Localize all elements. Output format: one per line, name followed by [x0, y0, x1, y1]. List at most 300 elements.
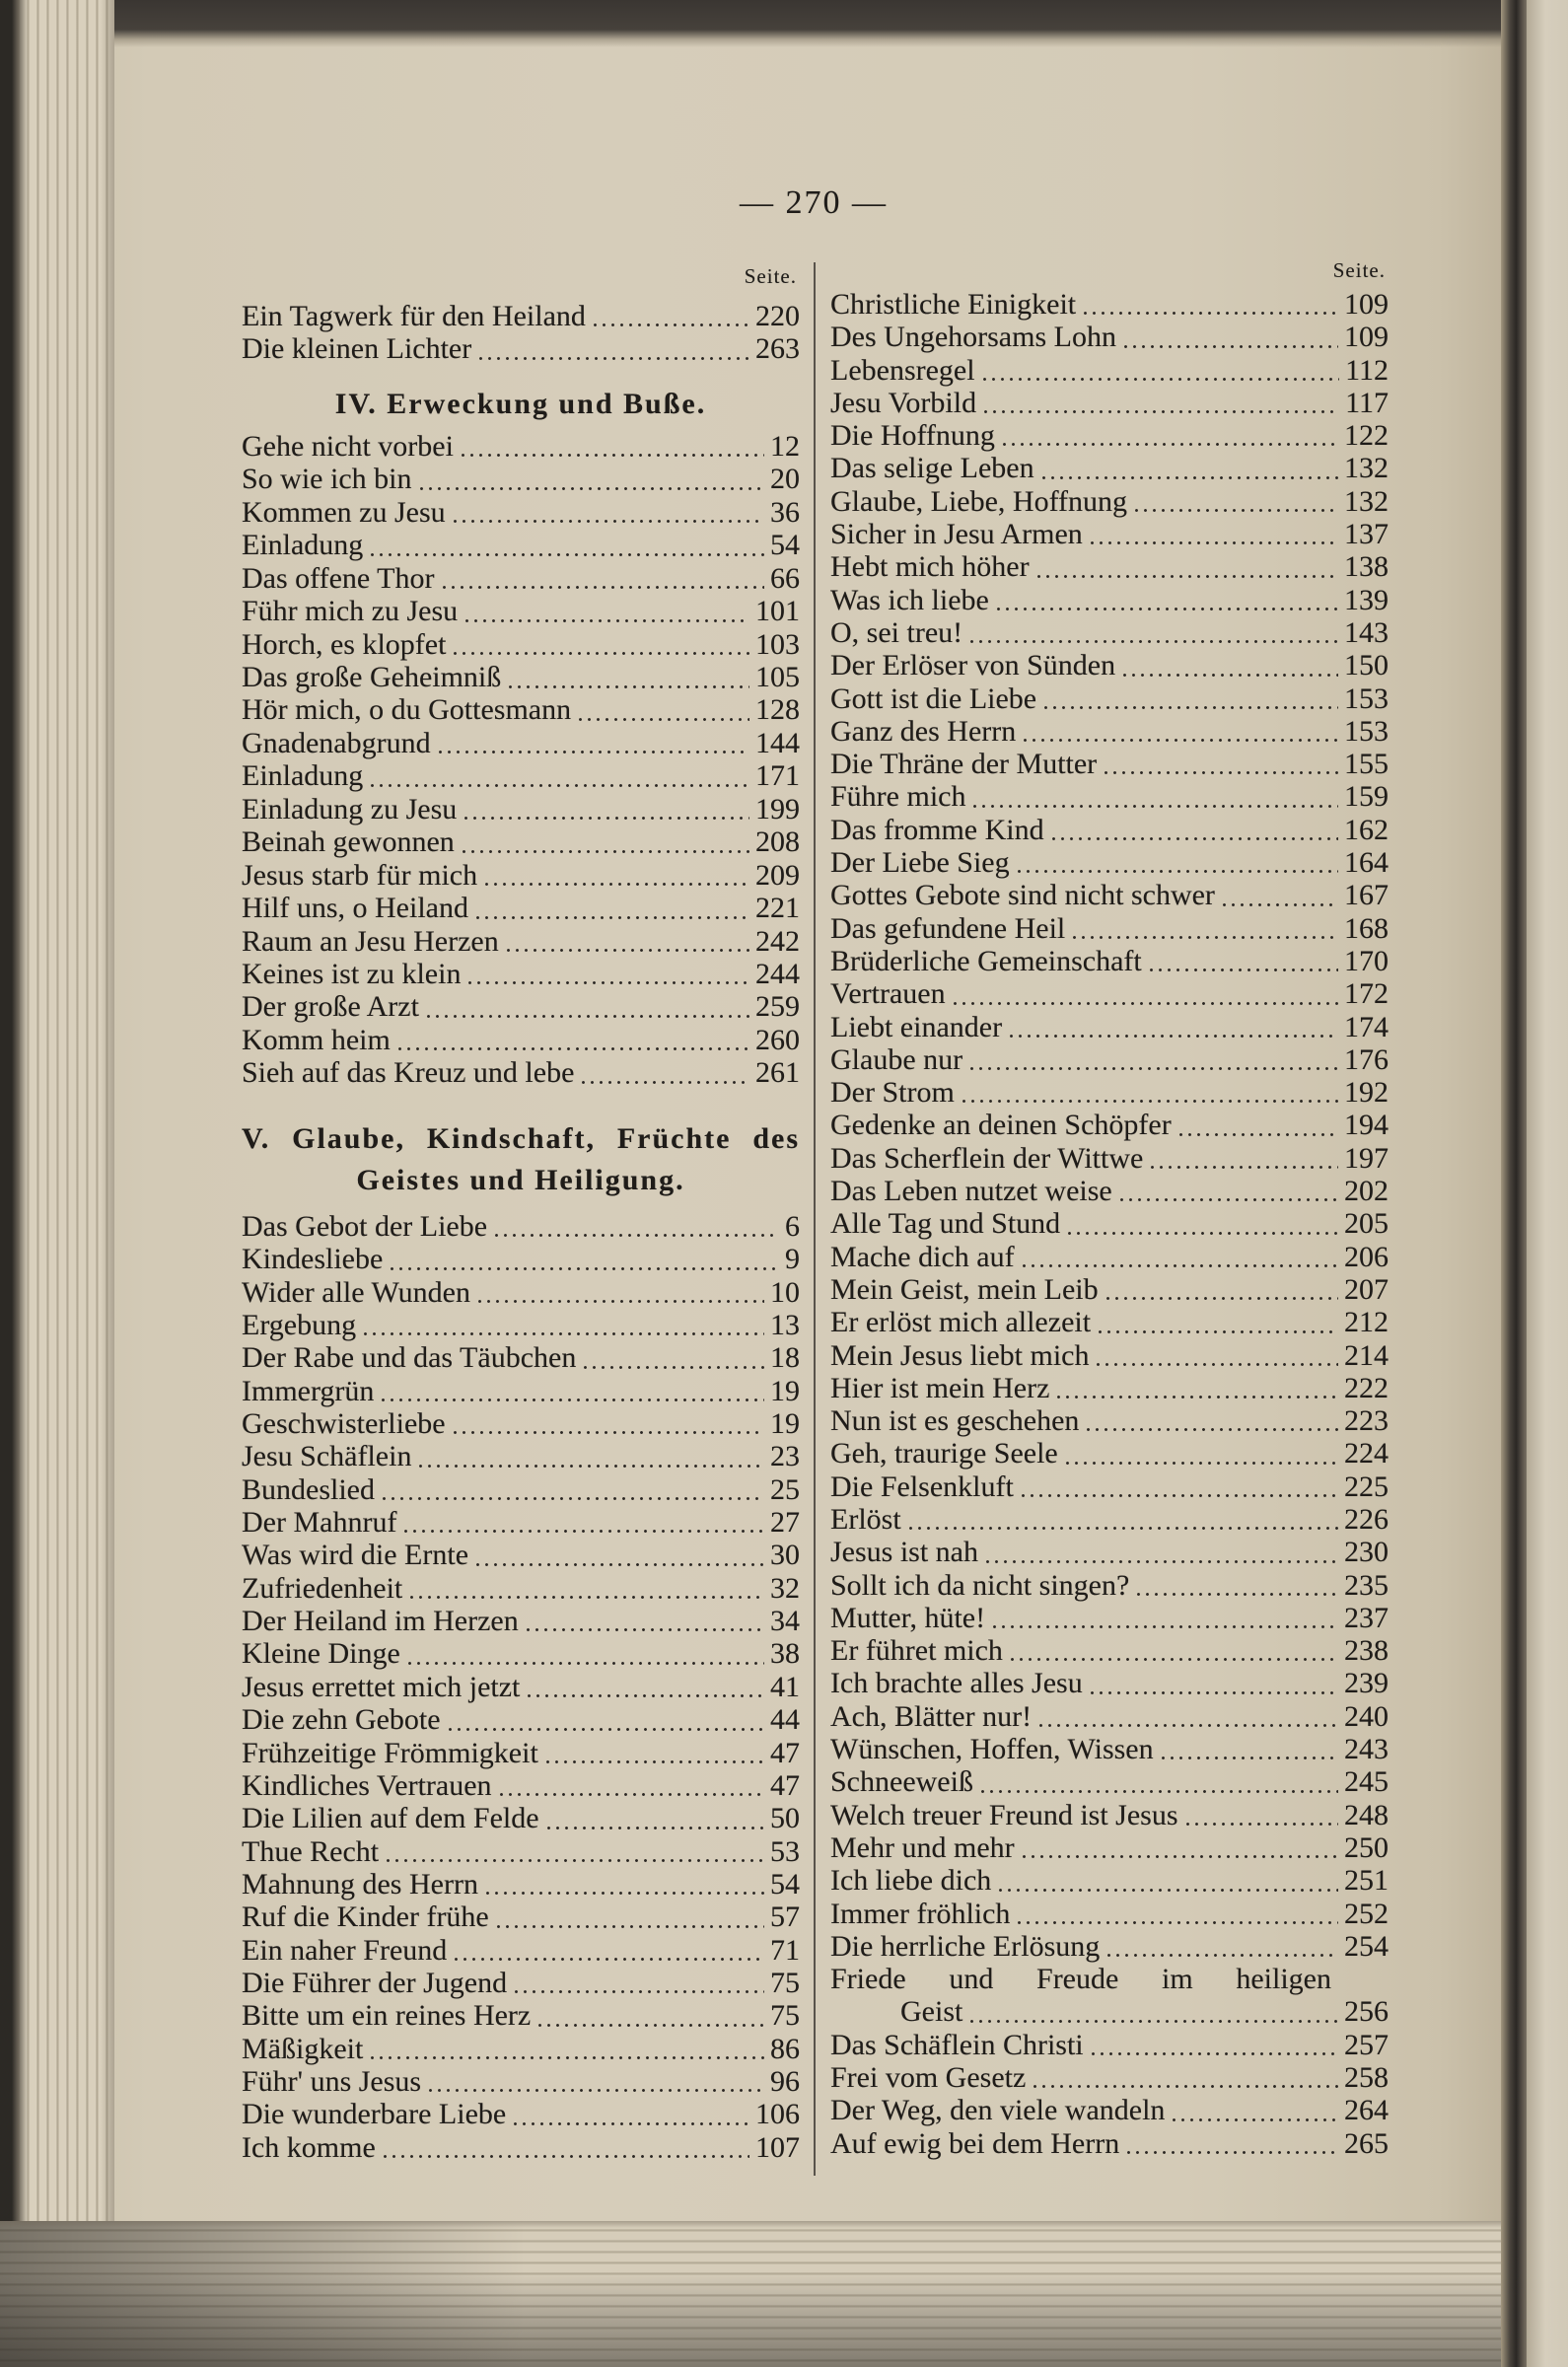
toc-entry	[242, 1506, 800, 1539]
toc-entry	[242, 1769, 800, 1802]
entry-page-number: 23	[770, 1440, 800, 1473]
toc-entry-line	[830, 2029, 1389, 2061]
toc-entry-line	[830, 715, 1389, 748]
toc-entry-line	[242, 1637, 800, 1670]
dot-leader	[507, 949, 749, 952]
toc-entry	[830, 2127, 1389, 2160]
toc-entries-opening	[242, 300, 800, 366]
toc-entry	[830, 1799, 1389, 1831]
dot-leader	[984, 410, 1339, 413]
toc-entry-line	[242, 562, 800, 595]
toc-entry-line	[830, 387, 1389, 419]
toc-entry	[242, 793, 800, 825]
entry-title: Der Strom	[830, 1076, 955, 1110]
toc-entry-line	[830, 1930, 1389, 1963]
dot-leader	[1052, 837, 1338, 840]
dot-leader	[1127, 2151, 1338, 2154]
toc-entry	[830, 419, 1389, 452]
entry-page-number: 223	[1344, 1404, 1389, 1438]
entry-page-number: 96	[770, 2064, 800, 2098]
dot-leader	[1223, 903, 1338, 906]
dot-leader	[993, 1625, 1338, 1628]
left-column-page-label: Seite.	[744, 264, 797, 288]
entry-title: Keines ist zu klein	[242, 957, 462, 990]
toc-entry-line	[242, 958, 800, 990]
entry-page-number: 159	[1344, 780, 1389, 814]
toc-entry	[242, 1473, 800, 1506]
toc-entry-line	[242, 1703, 800, 1736]
entry-page-number: 75	[770, 1999, 800, 2033]
toc-entry-line	[242, 661, 800, 693]
entry-page-number: 122	[1344, 419, 1389, 453]
toc-entry	[830, 912, 1389, 945]
toc-entry	[242, 1934, 800, 1967]
entry-page-number: 112	[1345, 353, 1389, 387]
dot-leader	[464, 817, 749, 820]
dot-leader	[515, 1990, 764, 1993]
entry-title: Christliche Einigkeit	[830, 288, 1077, 321]
entry-title: Lebensregel	[830, 353, 975, 387]
entry-page-number: 256	[1344, 1995, 1389, 2029]
entry-page-number: 214	[1344, 1338, 1389, 1372]
entry-title: Einladung	[242, 759, 364, 793]
toc-entry-line	[830, 1765, 1389, 1798]
entry-title: Raum an Jesu Herzen	[242, 924, 499, 958]
entry-title: Ergebung	[242, 1309, 357, 1342]
entry-title: Das Leben nutzet weise	[830, 1175, 1112, 1208]
entry-page-number: 242	[755, 924, 800, 958]
entry-title: Kleine Dinge	[242, 1637, 400, 1671]
entry-title: Der Rabe und das Täubchen	[242, 1341, 577, 1375]
entry-title: Jesu Schäflein	[242, 1440, 412, 1473]
entry-page-number: 12	[770, 429, 800, 463]
toc-entry	[830, 288, 1389, 321]
entry-page-number: 106	[755, 2098, 800, 2131]
toc-entry-line	[830, 584, 1389, 616]
dot-leader	[528, 1694, 764, 1697]
entry-page-number: 162	[1344, 813, 1389, 846]
toc-entry-line	[830, 616, 1389, 649]
dot-leader	[579, 718, 749, 721]
toc-entry-line	[830, 1733, 1389, 1765]
toc-entry	[830, 1634, 1389, 1667]
entry-title: Alle Tag und Stund	[830, 1207, 1061, 1241]
entry-title: Frei vom Gesetz	[830, 2061, 1027, 2095]
entry-page-number: 143	[1344, 615, 1389, 649]
entry-title: Die Felsenkluft	[830, 1470, 1014, 1503]
entry-title: Hilf uns, o Heiland	[242, 892, 468, 925]
toc-entry	[242, 1341, 800, 1374]
entry-title: Gehe nicht vorbei	[242, 429, 454, 463]
dot-leader	[1107, 1954, 1338, 1957]
dot-leader	[455, 1958, 764, 1961]
entry-title: Ganz des Herrn	[830, 714, 1017, 748]
entry-title-line: Friede und Freude im heiligen	[830, 1963, 1331, 1996]
dot-leader	[439, 751, 749, 753]
dot-leader	[387, 1859, 764, 1862]
toc-entry	[830, 1569, 1389, 1602]
toc-entry-line	[830, 780, 1389, 813]
toc-entry-line	[830, 1207, 1389, 1240]
toc-entry	[830, 518, 1389, 550]
entry-page-number: 54	[770, 1867, 800, 1901]
dot-leader	[485, 883, 749, 886]
entry-page-number: 109	[1344, 321, 1389, 354]
toc-entry	[242, 529, 800, 561]
entry-page-number: 172	[1344, 977, 1389, 1011]
entry-page-number: 170	[1344, 944, 1389, 977]
toc-entry-line	[242, 2098, 800, 2130]
entry-page-number: 138	[1344, 550, 1389, 584]
entry-title: Kommen zu Jesu	[242, 495, 446, 529]
toc-entry	[242, 1901, 800, 1933]
entry-page-number: 32	[770, 1571, 800, 1605]
entry-title: Sicher in Jesu Armen	[830, 518, 1083, 551]
entry-title: Welch treuer Freund ist Jesus	[830, 1798, 1178, 1831]
toc-entry-line	[242, 1375, 800, 1407]
entry-title: Führe mich	[830, 780, 966, 814]
entry-title: Kindesliebe	[242, 1243, 384, 1276]
toc-entry-line	[242, 2131, 800, 2164]
entry-title: Komm heim	[242, 1023, 391, 1056]
dot-leader	[1037, 575, 1338, 578]
dot-leader	[476, 1563, 764, 1566]
entry-page-number: 128	[755, 693, 800, 727]
entry-title: Die Thräne der Mutter	[830, 748, 1098, 781]
entry-page-number: 47	[770, 1736, 800, 1769]
toc-entry-line	[242, 1967, 800, 1999]
entry-page-number: 225	[1344, 1470, 1389, 1503]
entry-page-number: 239	[1344, 1667, 1389, 1700]
toc-entry-line	[830, 1864, 1389, 1897]
entry-page-number: 192	[1344, 1076, 1389, 1110]
entry-title: Der Mahnruf	[242, 1506, 397, 1540]
toc-entry-line	[242, 595, 800, 627]
entry-title: Was ich liebe	[830, 583, 989, 616]
toc-entry	[830, 846, 1389, 879]
toc-entry	[242, 661, 800, 693]
entry-page-number: 212	[1344, 1306, 1389, 1339]
toc-entry-line	[242, 1210, 800, 1243]
toc-entry-line	[830, 518, 1389, 550]
entry-title: Das Schäflein Christi	[830, 2028, 1084, 2061]
entry-title: Schneeweiß	[830, 1765, 973, 1799]
dot-leader	[1091, 541, 1338, 544]
toc-entry-line	[830, 1241, 1389, 1273]
toc-entry-line	[830, 682, 1389, 715]
entry-page-number: 27	[770, 1506, 800, 1540]
dot-leader	[371, 784, 749, 787]
toc-entry	[242, 1243, 800, 1275]
entry-page-number: 155	[1344, 748, 1389, 781]
toc-entries-section-v	[242, 1210, 800, 2164]
dot-leader	[594, 323, 749, 326]
entry-page-number: 265	[1344, 2126, 1389, 2160]
dot-leader	[1044, 706, 1338, 709]
toc-entry-line	[242, 1802, 800, 1834]
dot-leader	[1099, 1330, 1338, 1333]
page-edge-stack-bottom	[0, 2221, 1501, 2367]
dot-leader	[1084, 312, 1338, 315]
entry-page-number: 254	[1344, 1929, 1389, 1963]
entry-page-number: 34	[770, 1605, 800, 1638]
entry-page-number: 150	[1344, 649, 1389, 682]
toc-entry	[242, 1802, 800, 1834]
entry-title: Sollt ich da nicht singen?	[830, 1568, 1130, 1602]
toc-entry-line	[242, 1341, 800, 1374]
toc-entry	[830, 682, 1389, 715]
entry-page-number: 66	[770, 561, 800, 595]
entry-page-number: 13	[770, 1309, 800, 1342]
entry-page-number: 167	[1344, 879, 1389, 912]
entry-page-number: 44	[770, 1703, 800, 1737]
entry-title: Gnadenabgrund	[242, 726, 431, 759]
toc-entry	[830, 2094, 1389, 2126]
entry-page-number: 19	[770, 1374, 800, 1407]
toc-entry-line	[830, 1339, 1389, 1372]
entry-page-number: 153	[1344, 714, 1389, 748]
toc-entry	[830, 616, 1389, 649]
toc-entry-line	[242, 1999, 800, 2032]
entry-title: Wider alle Wunden	[242, 1275, 470, 1309]
toc-entry	[830, 1765, 1389, 1798]
toc-entry-line	[242, 1737, 800, 1769]
entry-title: Brüderliche Gemeinschaft	[830, 944, 1142, 977]
entry-page-number: 244	[755, 957, 800, 990]
toc-entry-line	[830, 1569, 1389, 1602]
entry-title: Hebt mich höher	[830, 550, 1030, 584]
toc-entry	[830, 1536, 1389, 1568]
entry-title: Das selige Leben	[830, 452, 1034, 485]
toc-entry	[242, 496, 800, 529]
dot-leader	[954, 1002, 1338, 1005]
toc-entry-line	[242, 1572, 800, 1605]
toc-entry	[830, 1963, 1389, 2029]
entry-page-number: 36	[770, 495, 800, 529]
toc-entry	[242, 1024, 800, 1056]
toc-entry-line	[830, 748, 1389, 780]
entry-title: Bitte um ein reines Herz	[242, 1999, 532, 2033]
toc-entry	[242, 990, 800, 1023]
entry-title: Gott ist die Liebe	[830, 681, 1037, 715]
dot-leader	[468, 981, 749, 984]
dot-leader	[1173, 2118, 1338, 2121]
entry-title: Die Führer der Jugend	[242, 1966, 508, 1999]
dot-leader	[582, 1081, 749, 1084]
toc-entry	[830, 1667, 1389, 1699]
dot-leader	[410, 1596, 764, 1599]
toc-entry-line	[830, 1142, 1389, 1175]
entry-title: Des Ungehorsams Lohn	[830, 321, 1116, 354]
entry-title: O, sei treu!	[830, 615, 963, 649]
dot-leader	[1066, 1462, 1338, 1465]
entry-page-number: 164	[1344, 846, 1389, 880]
dot-leader	[962, 1100, 1338, 1103]
entry-page-number: 248	[1344, 1798, 1389, 1831]
toc-entry-line	[242, 300, 800, 332]
entry-page-number: 10	[770, 1275, 800, 1309]
dot-leader	[1023, 1855, 1338, 1858]
entry-page-number: 153	[1344, 681, 1389, 715]
entry-page-number: 222	[1344, 1371, 1389, 1404]
dot-leader	[1024, 739, 1338, 742]
entry-page-number: 139	[1344, 583, 1389, 616]
dot-leader	[497, 1925, 764, 1928]
entry-page-number: 86	[770, 2032, 800, 2065]
dot-leader	[465, 619, 749, 622]
toc-entry-line	[830, 1109, 1389, 1141]
toc-entry	[830, 1898, 1389, 1930]
section-heading-iv: IV. Erweckung und Buße.	[334, 388, 707, 420]
entry-title: Was wird die Ernte	[242, 1539, 469, 1572]
dot-leader	[364, 1332, 764, 1335]
toc-entry	[242, 1999, 800, 2032]
dot-leader	[1018, 1921, 1338, 1924]
toc-entry-line	[242, 793, 800, 825]
toc-entry	[242, 332, 800, 365]
dot-leader	[495, 1234, 779, 1237]
entry-title: Geist	[900, 1995, 963, 2029]
toc-entry-line	[830, 2094, 1389, 2126]
toc-entry-line	[242, 1671, 800, 1703]
dot-leader	[463, 850, 749, 853]
toc-entry-line	[830, 1503, 1389, 1536]
toc-entry-line	[830, 1602, 1389, 1634]
dot-leader	[391, 1267, 779, 1270]
entry-page-number: 174	[1344, 1010, 1389, 1043]
entry-title: Ich komme	[242, 2130, 376, 2164]
entry-title: Der große Arzt	[242, 990, 419, 1024]
entry-title: Er erlöst mich allezeit	[830, 1306, 1092, 1339]
toc-entries-section-iv	[242, 430, 800, 1090]
toc-entry	[830, 1470, 1389, 1503]
dot-leader	[408, 1662, 764, 1665]
dot-leader	[1137, 1593, 1338, 1596]
dot-leader	[973, 805, 1338, 808]
toc-entry	[830, 1831, 1389, 1864]
toc-entries-right-column	[830, 288, 1389, 2160]
toc-entry-line	[242, 1934, 800, 1967]
entry-title: Gedenke an deinen Schöpfer	[830, 1109, 1172, 1142]
page-number: — 270 —	[740, 184, 888, 221]
dot-leader	[1151, 1166, 1338, 1169]
toc-entry	[242, 430, 800, 463]
page-edge-stack-left	[0, 0, 114, 2367]
entry-title: Ruf die Kinder frühe	[242, 1901, 489, 1934]
dot-leader	[1186, 1823, 1339, 1826]
dot-leader	[1057, 1396, 1338, 1399]
right-column-page-label: Seite.	[1332, 258, 1386, 282]
entry-title: Nun ist es geschehen	[830, 1404, 1080, 1438]
dot-leader	[547, 1827, 764, 1829]
entry-page-number: 9	[785, 1243, 800, 1276]
toc-entry-line	[242, 759, 800, 792]
toc-entry	[830, 977, 1389, 1010]
dot-leader	[419, 1465, 764, 1468]
toc-entry	[830, 1339, 1389, 1372]
entry-page-number: 260	[755, 1023, 800, 1056]
dot-leader	[1179, 1133, 1338, 1136]
entry-page-number: 137	[1344, 518, 1389, 551]
entry-title: Mache dich auf	[830, 1240, 1015, 1273]
entry-page-number: 75	[770, 1966, 800, 1999]
toc-entry	[242, 958, 800, 990]
toc-entry-line	[830, 1437, 1389, 1470]
toc-entry-line	[830, 419, 1389, 452]
entry-page-number: 6	[785, 1210, 800, 1243]
toc-entry	[830, 387, 1389, 419]
toc-entry-line	[242, 1440, 800, 1472]
dot-leader	[986, 1560, 1338, 1563]
dot-leader	[1135, 509, 1338, 512]
entry-title: Horch, es klopfet	[242, 627, 447, 661]
entry-page-number: 105	[755, 661, 800, 694]
entry-title: Wünschen, Hoffen, Wissen	[830, 1733, 1154, 1766]
entry-title: Beinah gewonnen	[242, 825, 455, 859]
toc-entry	[830, 1241, 1389, 1273]
toc-entry-line	[242, 1056, 800, 1089]
toc-entry	[242, 1375, 800, 1407]
toc-entry	[242, 2033, 800, 2065]
entry-title: Sieh auf das Kreuz und lebe	[242, 1056, 575, 1090]
entry-title: Die zehn Gebote	[242, 1703, 441, 1737]
entry-title: Er führet mich	[830, 1634, 1003, 1668]
dot-leader	[909, 1527, 1338, 1530]
dot-leader	[1091, 1691, 1338, 1694]
entry-page-number: 251	[1344, 1864, 1389, 1898]
dot-leader	[981, 1790, 1338, 1793]
toc-entry	[830, 321, 1389, 353]
toc-entry	[242, 1605, 800, 1637]
toc-entry	[242, 1703, 800, 1736]
toc-entry	[830, 1602, 1389, 1634]
toc-entry-line	[242, 1407, 800, 1440]
entry-page-number: 261	[755, 1056, 800, 1090]
toc-entry	[830, 1076, 1389, 1109]
entry-title: Einladung zu Jesu	[242, 792, 458, 825]
dot-leader	[371, 553, 764, 556]
entry-page-number: 20	[770, 463, 800, 496]
dot-leader	[420, 487, 765, 490]
toc-entry-line	[830, 879, 1389, 911]
entry-title: Der Liebe Sieg	[830, 846, 1010, 880]
toc-entry	[242, 1056, 800, 1089]
toc-entry	[242, 2131, 800, 2164]
dot-leader	[476, 916, 749, 919]
toc-entry-line	[830, 977, 1389, 1010]
toc-entry-line	[830, 1700, 1389, 1733]
toc-entry-line	[830, 2127, 1389, 2160]
entry-title: Der Heiland im Herzen	[242, 1605, 519, 1638]
toc-entry	[242, 1572, 800, 1605]
entry-title: Immergrün	[242, 1374, 375, 1407]
entry-page-number: 109	[1344, 288, 1389, 321]
section-heading-v-line-2: Geistes und Heiligung.	[356, 1164, 685, 1196]
dot-leader	[486, 1892, 764, 1895]
toc-entry	[242, 859, 800, 892]
dot-leader	[999, 1889, 1338, 1892]
entry-page-number: 103	[755, 627, 800, 661]
book-top-edge	[0, 0, 1568, 47]
toc-entry-line	[242, 727, 800, 759]
entry-title: Jesus starb für mich	[242, 858, 478, 892]
entry-page-number: 209	[755, 858, 800, 892]
dot-leader	[1124, 345, 1338, 348]
dot-leader	[443, 586, 765, 589]
entry-page-number: 25	[770, 1472, 800, 1506]
entry-page-number: 240	[1344, 1699, 1389, 1733]
binding-gutter	[1501, 0, 1527, 2367]
